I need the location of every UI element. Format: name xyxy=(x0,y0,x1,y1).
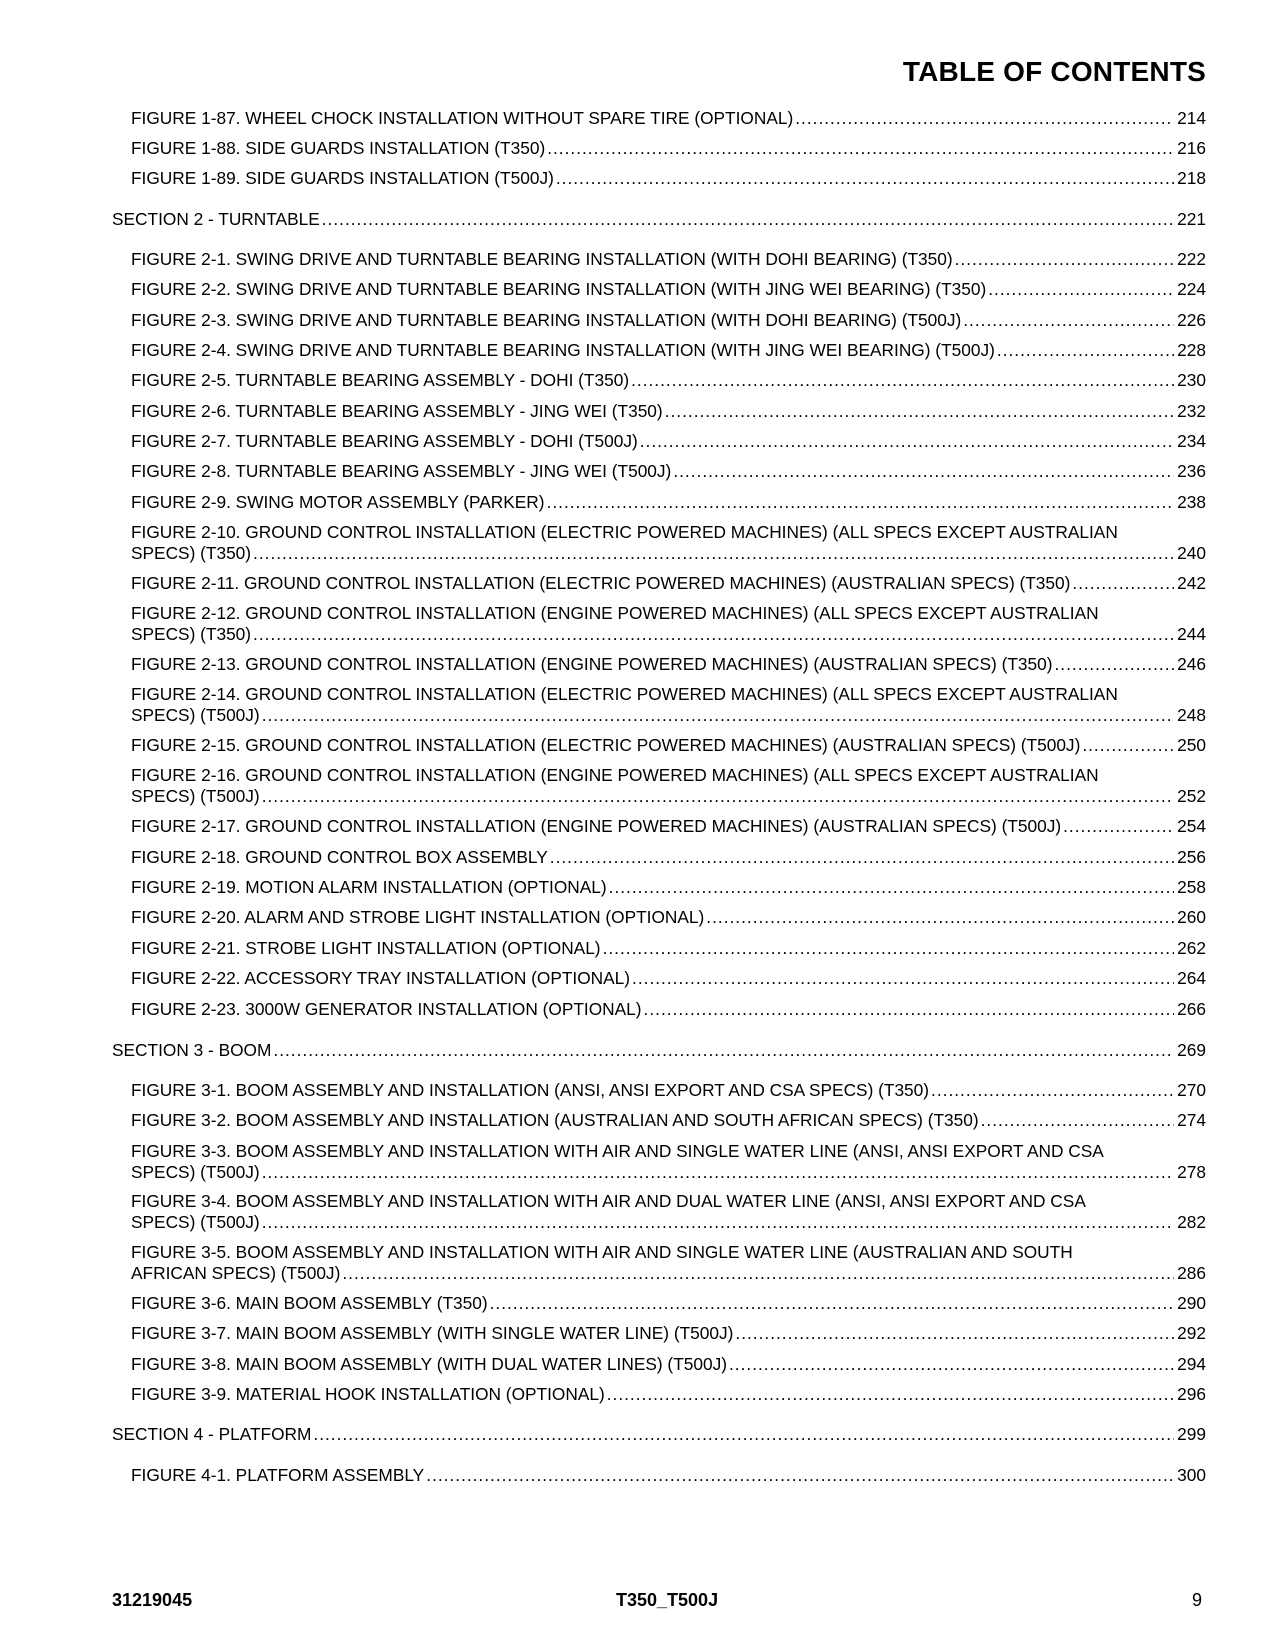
toc-figure-entry[interactable] xyxy=(131,108,1206,129)
dot-leader xyxy=(607,1384,1174,1405)
toc-figure-entry[interactable] xyxy=(131,684,1206,726)
entry-title: SECTION 3 - BOOM xyxy=(112,1040,272,1060)
toc-figure-entry[interactable] xyxy=(131,168,1206,189)
entry-title: FIGURE 2-17. GROUND CONTROL INSTALLATION (ENGINE POWERED MACHINES) (AUSTRALIAN SPECS) (T500J) xyxy=(131,816,1062,836)
dot-leader xyxy=(981,1110,1175,1131)
entry-title: FIGURE 2-11. GROUND CONTROL INSTALLATION (ELECTRIC POWERED MACHINES) (AUSTRALIAN SPECS) (T350) xyxy=(131,573,1071,593)
toc-figure-entry[interactable] xyxy=(131,654,1206,675)
entry-title: FIGURE 3-6. MAIN BOOM ASSEMBLY (T350) xyxy=(131,1293,488,1313)
toc-figure-entry[interactable] xyxy=(131,370,1206,391)
dot-leader xyxy=(253,543,1174,564)
footer-model: T350_T500J xyxy=(616,1590,719,1610)
entry-page-number: 224 xyxy=(1177,279,1206,299)
toc-figure-entry[interactable] xyxy=(131,431,1206,452)
toc-figure-entry[interactable] xyxy=(131,765,1206,807)
toc-figure-entry[interactable] xyxy=(131,492,1206,513)
entry-title: FIGURE 2-2. SWING DRIVE AND TURNTABLE BEARING INSTALLATION (WITH JING WEI BEARING) (T350) xyxy=(131,279,987,299)
entry-page-number: 262 xyxy=(1177,938,1206,958)
toc-figure-entry[interactable] xyxy=(131,999,1206,1020)
dot-leader xyxy=(735,1323,1174,1344)
entry-title: SPECS) (T350) xyxy=(131,543,252,563)
entry-page-number: 260 xyxy=(1177,907,1206,927)
toc-figure-entry[interactable] xyxy=(131,1465,1206,1486)
entry-page-number: 232 xyxy=(1177,401,1206,421)
footer-page-number: 9 xyxy=(1191,1590,1202,1610)
dot-leader xyxy=(665,401,1174,422)
dot-leader xyxy=(1054,654,1174,675)
entry-page-number: 248 xyxy=(1177,705,1206,725)
entry-page-number: 294 xyxy=(1177,1354,1206,1374)
entry-page-number: 250 xyxy=(1177,735,1206,755)
toc-section-entry[interactable] xyxy=(112,209,1206,230)
toc-figure-entry[interactable] xyxy=(131,401,1206,422)
toc-figure-entry[interactable] xyxy=(131,1242,1206,1284)
dot-leader xyxy=(1063,816,1174,837)
entry-title: FIGURE 2-1. SWING DRIVE AND TURNTABLE BEARING INSTALLATION (WITH DOHI BEARING) (T350) xyxy=(131,249,953,269)
dot-leader xyxy=(729,1354,1174,1375)
entry-page-number: 230 xyxy=(1177,370,1206,390)
entry-title: FIGURE 2-20. ALARM AND STROBE LIGHT INSTALLATION (OPTIONAL) xyxy=(131,907,705,927)
dot-leader xyxy=(547,138,1174,159)
entry-page-number: 252 xyxy=(1177,786,1206,806)
entry-title: FIGURE 3-7. MAIN BOOM ASSEMBLY (WITH SINGLE WATER LINE) (T500J) xyxy=(131,1323,734,1343)
toc-figure-entry[interactable] xyxy=(131,1080,1206,1101)
entry-title: FIGURE 3-9. MATERIAL HOOK INSTALLATION (OPTIONAL) xyxy=(131,1384,605,1404)
dot-leader xyxy=(640,431,1174,452)
page-title: TABLE OF CONTENTS xyxy=(902,56,1206,87)
footer-doc-number: 31219045 xyxy=(112,1590,193,1610)
toc-figure-entry[interactable] xyxy=(131,1384,1206,1405)
entry-page-number: 238 xyxy=(1177,492,1206,512)
toc-figure-entry[interactable] xyxy=(131,249,1206,270)
entry-title: FIGURE 2-3. SWING DRIVE AND TURNTABLE BEARING INSTALLATION (WITH DOHI BEARING) (T500J) xyxy=(131,310,962,330)
dot-leader xyxy=(253,624,1174,645)
entry-page-number: 258 xyxy=(1177,877,1206,897)
entry-page-number: 292 xyxy=(1177,1323,1206,1343)
toc-figure-entry[interactable] xyxy=(131,138,1206,159)
toc-section-entry[interactable] xyxy=(112,1424,1206,1445)
toc-figure-entry[interactable] xyxy=(131,938,1206,959)
entry-page-number: 269 xyxy=(1177,1040,1206,1060)
toc-figure-entry[interactable] xyxy=(131,522,1206,564)
entry-title-line1: FIGURE 3-4. BOOM ASSEMBLY AND INSTALLATION WITH AIR AND DUAL WATER LINE (ANSI, ANSI EXPORT AND CSA xyxy=(131,1191,1086,1211)
dot-leader xyxy=(273,1040,1174,1061)
toc-figure-entry[interactable] xyxy=(131,1110,1206,1131)
entry-page-number: 244 xyxy=(1177,624,1206,644)
dot-leader xyxy=(547,492,1175,513)
dot-leader xyxy=(322,209,1174,230)
entry-page-number: 278 xyxy=(1177,1162,1206,1182)
toc-figure-entry[interactable] xyxy=(131,968,1206,989)
entry-page-number: 290 xyxy=(1177,1293,1206,1313)
entry-title: FIGURE 3-8. MAIN BOOM ASSEMBLY (WITH DUAL WATER LINES) (T500J) xyxy=(131,1354,727,1374)
toc-section-entry[interactable] xyxy=(112,1040,1206,1061)
toc-figure-entry[interactable] xyxy=(131,603,1206,645)
dot-leader xyxy=(963,310,1174,331)
entry-page-number: 266 xyxy=(1177,999,1206,1019)
entry-title: FIGURE 1-89. SIDE GUARDS INSTALLATION (T500J) xyxy=(131,168,554,188)
entry-title: FIGURE 2-18. GROUND CONTROL BOX ASSEMBLY xyxy=(131,847,548,867)
dot-leader xyxy=(609,877,1175,898)
entry-page-number: 286 xyxy=(1177,1263,1206,1283)
entry-page-number: 240 xyxy=(1177,543,1206,563)
entry-page-number: 242 xyxy=(1177,573,1206,593)
entry-title: FIGURE 2-4. SWING DRIVE AND TURNTABLE BEARING INSTALLATION (WITH JING WEI BEARING) (T500J) xyxy=(131,340,995,360)
entry-title: FIGURE 2-23. 3000W GENERATOR INSTALLATION (OPTIONAL) xyxy=(131,999,642,1019)
toc-figure-entry[interactable] xyxy=(131,877,1206,898)
toc-figure-entry[interactable] xyxy=(131,1141,1206,1183)
dot-leader xyxy=(673,461,1174,482)
entry-page-number: 228 xyxy=(1177,340,1206,360)
entry-title: SPECS) (T500J) xyxy=(131,705,260,725)
dot-leader xyxy=(632,968,1174,989)
entry-title: FIGURE 2-15. GROUND CONTROL INSTALLATION (ELECTRIC POWERED MACHINES) (AUSTRALIAN SPECS) (T500J) xyxy=(131,735,1081,755)
dot-leader xyxy=(997,340,1174,361)
entry-page-number: 226 xyxy=(1177,310,1206,330)
entry-page-number: 270 xyxy=(1177,1080,1206,1100)
dot-leader xyxy=(795,108,1174,129)
entry-page-number: 236 xyxy=(1177,461,1206,481)
entry-title: FIGURE 1-88. SIDE GUARDS INSTALLATION (T350) xyxy=(131,138,546,158)
toc-figure-entry[interactable] xyxy=(131,1354,1206,1375)
entry-page-number: 264 xyxy=(1177,968,1206,988)
entry-page-number: 221 xyxy=(1177,209,1206,229)
toc-figure-entry[interactable] xyxy=(131,816,1206,837)
entry-title: FIGURE 2-22. ACCESSORY TRAY INSTALLATION (OPTIONAL) xyxy=(131,968,631,988)
entry-title: SPECS) (T500J) xyxy=(131,1162,260,1182)
entry-title: SPECS) (T350) xyxy=(131,624,252,644)
toc-figure-entry[interactable] xyxy=(131,735,1206,756)
entry-title: SPECS) (T500J) xyxy=(131,786,260,806)
dot-leader xyxy=(1072,573,1174,594)
entry-page-number: 300 xyxy=(1177,1465,1206,1485)
entry-title: SECTION 4 - PLATFORM xyxy=(112,1424,312,1444)
toc-figure-entry[interactable] xyxy=(131,310,1206,331)
entry-title: FIGURE 2-21. STROBE LIGHT INSTALLATION (OPTIONAL) xyxy=(131,938,601,958)
dot-leader xyxy=(262,1212,1174,1233)
dot-leader xyxy=(262,786,1174,807)
entry-page-number: 234 xyxy=(1177,431,1206,451)
dot-leader xyxy=(490,1293,1175,1314)
entry-title-line1: FIGURE 3-3. BOOM ASSEMBLY AND INSTALLATION WITH AIR AND SINGLE WATER LINE (ANSI, ANSI EXPORT AND CSA xyxy=(131,1141,1104,1161)
dot-leader xyxy=(706,907,1174,928)
toc-figure-entry[interactable] xyxy=(131,279,1206,300)
entry-page-number: 296 xyxy=(1177,1384,1206,1404)
entry-title-line1: FIGURE 2-12. GROUND CONTROL INSTALLATION (ENGINE POWERED MACHINES) (ALL SPECS EXCEPT AUSTRALIAN xyxy=(131,603,1099,623)
entry-title: FIGURE 2-5. TURNTABLE BEARING ASSEMBLY - DOHI (T350) xyxy=(131,370,630,390)
entry-page-number: 246 xyxy=(1177,654,1206,674)
entry-title: SECTION 2 - TURNTABLE xyxy=(112,209,320,229)
dot-leader xyxy=(988,279,1174,300)
dot-leader xyxy=(955,249,1175,270)
entry-title: FIGURE 1-87. WHEEL CHOCK INSTALLATION WITHOUT SPARE TIRE (OPTIONAL) xyxy=(131,108,794,128)
entry-page-number: 218 xyxy=(1177,168,1206,188)
entry-page-number: 216 xyxy=(1177,138,1206,158)
entry-title-line1: FIGURE 2-16. GROUND CONTROL INSTALLATION (ENGINE POWERED MACHINES) (ALL SPECS EXCEPT AUSTRALIAN xyxy=(131,765,1099,785)
entry-title: FIGURE 2-6. TURNTABLE BEARING ASSEMBLY - JING WEI (T350) xyxy=(131,401,663,421)
entry-page-number: 282 xyxy=(1177,1212,1206,1232)
entry-title: FIGURE 2-13. GROUND CONTROL INSTALLATION (ENGINE POWERED MACHINES) (AUSTRALIAN SPECS) (T350) xyxy=(131,654,1053,674)
entry-page-number: 254 xyxy=(1177,816,1206,836)
toc-figure-entry[interactable] xyxy=(131,907,1206,928)
entry-title: FIGURE 2-19. MOTION ALARM INSTALLATION (OPTIONAL) xyxy=(131,877,607,897)
dot-leader xyxy=(603,938,1175,959)
toc-figure-entry[interactable] xyxy=(131,1293,1206,1314)
entry-title: FIGURE 2-7. TURNTABLE BEARING ASSEMBLY - DOHI (T500J) xyxy=(131,431,638,451)
dot-leader xyxy=(631,370,1174,391)
entry-title: FIGURE 4-1. PLATFORM ASSEMBLY xyxy=(131,1465,425,1485)
entry-page-number: 222 xyxy=(1177,249,1206,269)
dot-leader xyxy=(313,1424,1174,1445)
entry-title: FIGURE 3-1. BOOM ASSEMBLY AND INSTALLATION (ANSI, ANSI EXPORT AND CSA SPECS) (T350) xyxy=(131,1080,930,1100)
entry-title-line1: FIGURE 3-5. BOOM ASSEMBLY AND INSTALLATION WITH AIR AND SINGLE WATER LINE (AUSTRALIAN AND SOUTH xyxy=(131,1242,1073,1262)
entry-title: FIGURE 3-2. BOOM ASSEMBLY AND INSTALLATION (AUSTRALIAN AND SOUTH AFRICAN SPECS) (T350) xyxy=(131,1110,979,1130)
dot-leader xyxy=(426,1465,1174,1486)
entry-page-number: 214 xyxy=(1177,108,1206,128)
dot-leader xyxy=(931,1080,1174,1101)
entry-title: SPECS) (T500J) xyxy=(131,1212,260,1232)
entry-title-line1: FIGURE 2-10. GROUND CONTROL INSTALLATION (ELECTRIC POWERED MACHINES) (ALL SPECS EXCEPT AUSTRALIAN xyxy=(131,522,1118,542)
toc-figure-entry[interactable] xyxy=(131,340,1206,361)
dot-leader xyxy=(262,705,1174,726)
dot-leader xyxy=(262,1162,1174,1183)
dot-leader xyxy=(342,1263,1174,1284)
dot-leader xyxy=(556,168,1174,189)
entry-page-number: 299 xyxy=(1177,1424,1206,1444)
entry-page-number: 274 xyxy=(1177,1110,1206,1130)
toc-figure-entry[interactable] xyxy=(131,573,1206,594)
dot-leader xyxy=(1082,735,1174,756)
toc-figure-entry[interactable] xyxy=(131,461,1206,482)
entry-title-line1: FIGURE 2-14. GROUND CONTROL INSTALLATION (ELECTRIC POWERED MACHINES) (ALL SPECS EXCEPT AUSTRALIAN xyxy=(131,684,1118,704)
dot-leader xyxy=(644,999,1175,1020)
toc-figure-entry[interactable] xyxy=(131,1323,1206,1344)
entry-page-number: 256 xyxy=(1177,847,1206,867)
entry-title: FIGURE 2-8. TURNTABLE BEARING ASSEMBLY - JING WEI (T500J) xyxy=(131,461,672,481)
toc-figure-entry[interactable] xyxy=(131,847,1206,868)
dot-leader xyxy=(550,847,1174,868)
entry-title: FIGURE 2-9. SWING MOTOR ASSEMBLY (PARKER) xyxy=(131,492,545,512)
toc-figure-entry[interactable] xyxy=(131,1191,1206,1233)
entry-title: AFRICAN SPECS) (T500J) xyxy=(131,1263,341,1283)
